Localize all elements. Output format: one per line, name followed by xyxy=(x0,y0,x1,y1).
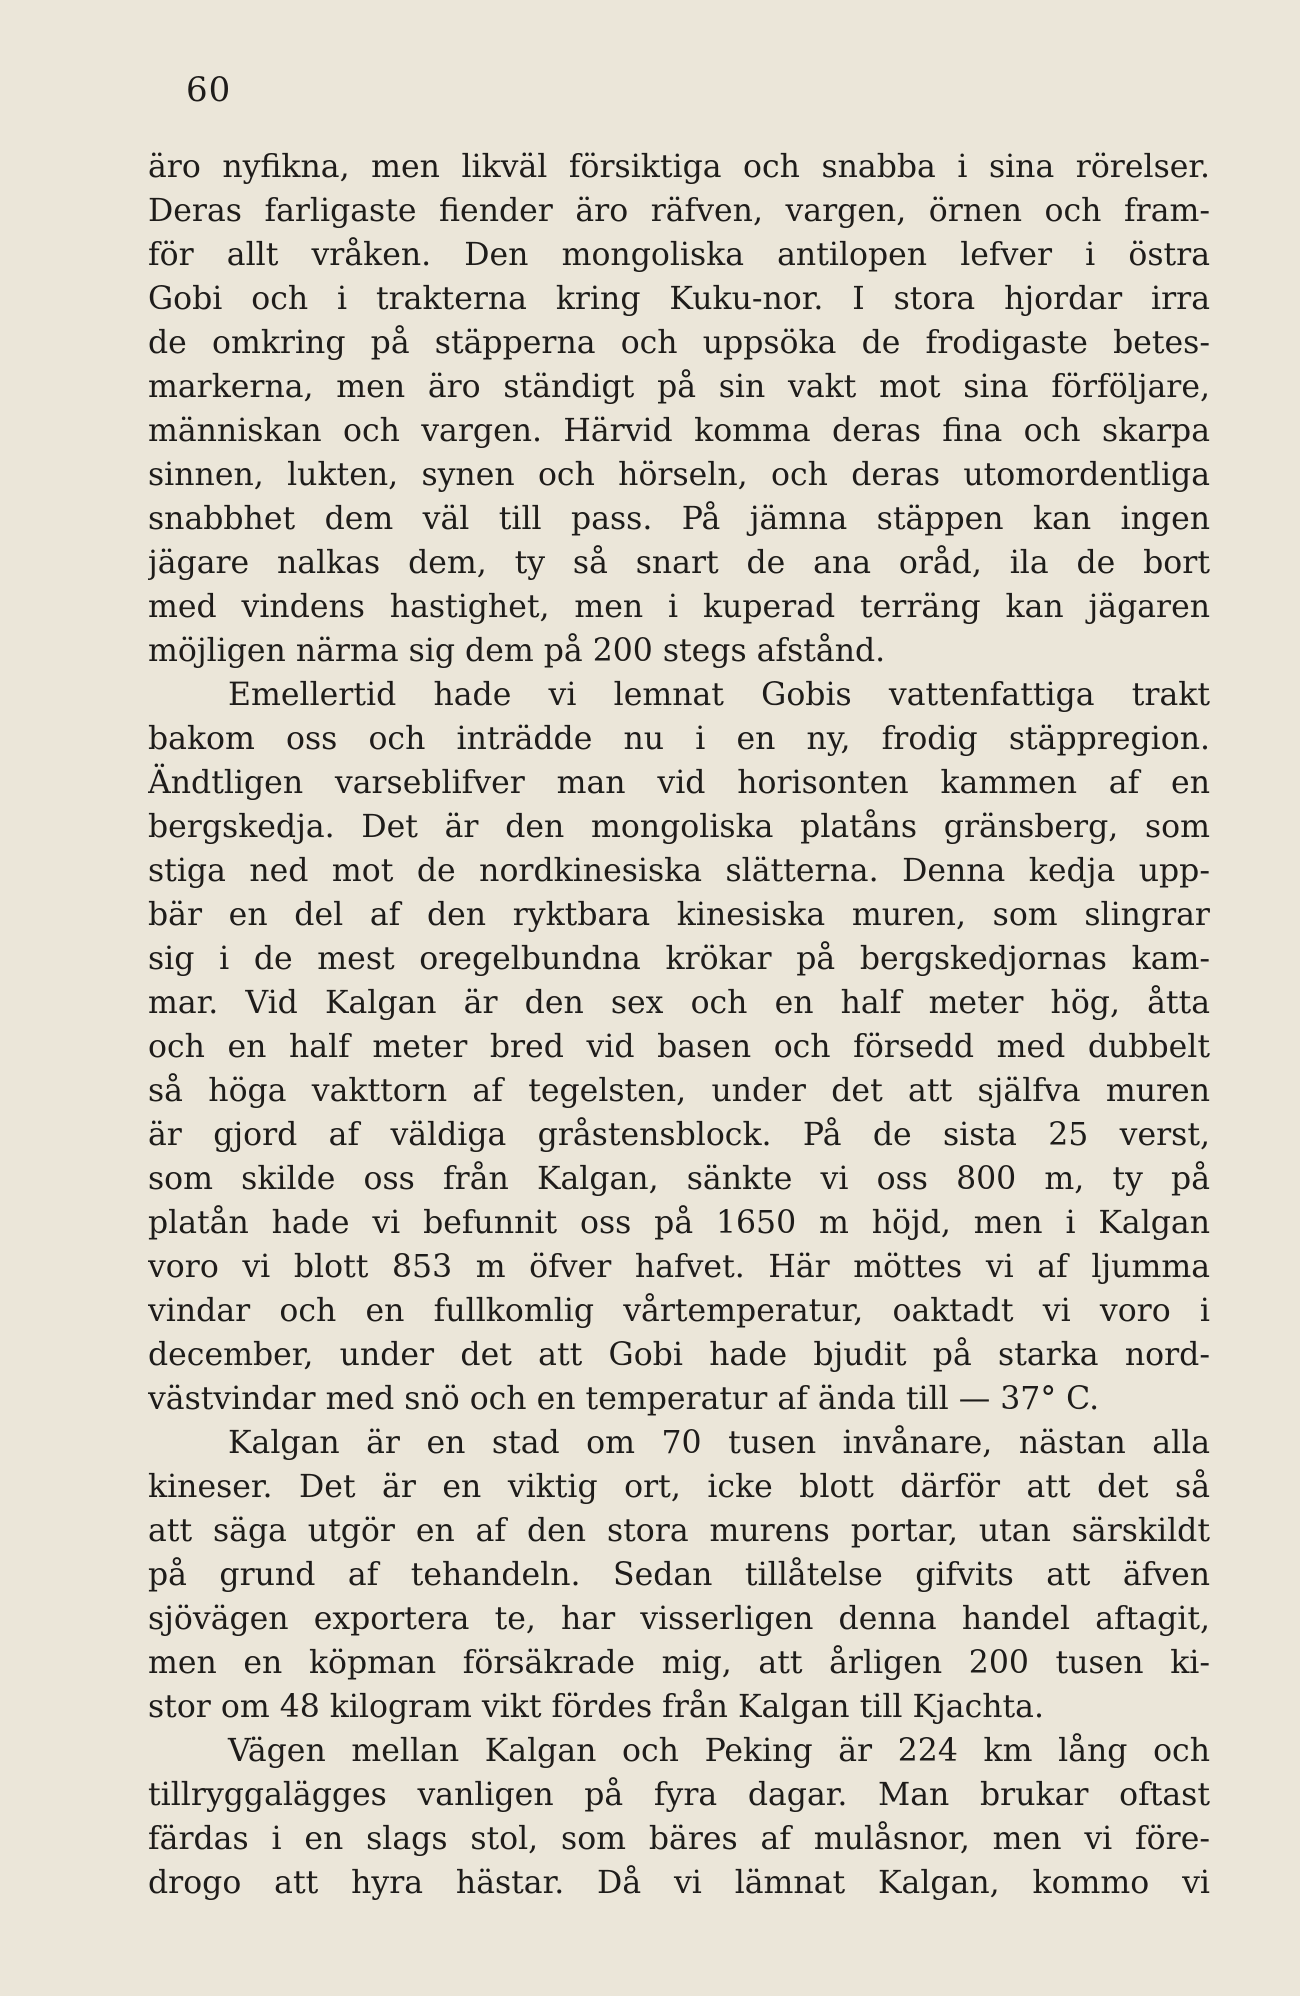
text-line: Vägen mellan Kalgan och Peking är 224 km lång och xyxy=(228,1733,1210,1769)
text-line: men en köpman försäkrade mig, att årligen 200 tusen ki- xyxy=(148,1645,1210,1681)
text-line: att säga utgör en af den stora murens portar, utan särskildt xyxy=(148,1513,1210,1549)
text-line: drogo att hyra hästar. Då vi lämnat Kalgan, kommo vi xyxy=(148,1865,1210,1901)
text-line: människan och vargen. Härvid komma deras fina och skarpa xyxy=(148,413,1210,449)
text-line: och en half meter bred vid basen och försedd med dubbelt xyxy=(148,1029,1210,1065)
text-line: äro nyfikna, men likväl försiktiga och snabba i sina rörelser. xyxy=(148,149,1210,185)
page-number: 60 xyxy=(186,70,232,110)
text-line: Ändtligen varseblifver man vid horisonten kammen af en xyxy=(148,765,1210,801)
text-line: stor om 48 kilogram vikt fördes från Kalgan till Kjachta. xyxy=(148,1689,1044,1725)
text-line: bergskedja. Det är den mongoliska platåns gränsberg, som xyxy=(148,809,1210,845)
text-line: snabbhet dem väl till pass. På jämna stäppen kan ingen xyxy=(148,501,1210,537)
text-line: Gobi och i trakterna kring Kuku-nor. I stora hjordar irra xyxy=(148,281,1210,317)
text-line: bakom oss och inträdde nu i en ny, frodig stäppregion. xyxy=(148,721,1210,757)
text-line: jägare nalkas dem, ty så snart de ana oråd, ila de bort xyxy=(148,545,1210,581)
text-line: möjligen närma sig dem på 200 stegs afstånd. xyxy=(148,633,886,669)
text-line: Emellertid hade vi lemnat Gobis vattenfattiga trakt xyxy=(228,677,1210,713)
text-line: kineser. Det är en viktig ort, icke blott därför att det så xyxy=(148,1469,1210,1505)
text-line: stiga ned mot de nordkinesiska slätterna. Denna kedja upp- xyxy=(148,853,1210,889)
text-line: voro vi blott 853 m öfver hafvet. Här möttes vi af ljumma xyxy=(148,1249,1210,1285)
text-line: sig i de mest oregelbundna krökar på bergskedjornas kam- xyxy=(148,941,1210,977)
text-line: som skilde oss från Kalgan, sänkte vi oss 800 m, ty på xyxy=(148,1161,1210,1197)
text-line: på grund af tehandeln. Sedan tillåtelse gifvits att äfven xyxy=(148,1557,1210,1593)
text-line: mar. Vid Kalgan är den sex och en half meter hög, åtta xyxy=(148,985,1210,1021)
text-line: tillryggalägges vanligen på fyra dagar. Man brukar oftast xyxy=(148,1777,1210,1813)
text-line: så höga vakttorn af tegelsten, under det att själfva muren xyxy=(148,1073,1210,1109)
text-line: bär en del af den ryktbara kinesiska muren, som slingrar xyxy=(148,897,1210,933)
text-line: platån hade vi befunnit oss på 1650 m höjd, men i Kalgan xyxy=(148,1205,1210,1241)
text-line: Kalgan är en stad om 70 tusen invånare, nästan alla xyxy=(228,1425,1210,1461)
text-line: december, under det att Gobi hade bjudit på starka nord- xyxy=(148,1337,1210,1373)
text-line: vindar och en fullkomlig vårtemperatur, oaktadt vi voro i xyxy=(148,1293,1210,1329)
text-line: med vindens hastighet, men i kuperad terräng kan jägaren xyxy=(148,589,1210,625)
text-line: sjövägen exportera te, har visserligen denna handel aftagit, xyxy=(148,1601,1210,1637)
text-line: är gjord af väldiga gråstensblock. På de sista 25 verst, xyxy=(148,1117,1210,1153)
text-line: västvindar med snö och en temperatur af ända till — 37° C. xyxy=(148,1381,1100,1417)
text-line: för allt vråken. Den mongoliska antilopen lefver i östra xyxy=(148,237,1210,273)
text-line: färdas i en slags stol, som bäres af mulåsnor, men vi före- xyxy=(148,1821,1210,1857)
text-line: de omkring på stäpperna och uppsöka de frodigaste betes- xyxy=(148,325,1210,361)
text-line: markerna, men äro ständigt på sin vakt mot sina förföljare, xyxy=(148,369,1210,405)
text-line: Deras farligaste fiender äro räfven, vargen, örnen och fram- xyxy=(148,193,1210,229)
text-line: sinnen, lukten, synen och hörseln, och deras utomordentliga xyxy=(148,457,1210,493)
body-text xyxy=(148,145,1210,1905)
